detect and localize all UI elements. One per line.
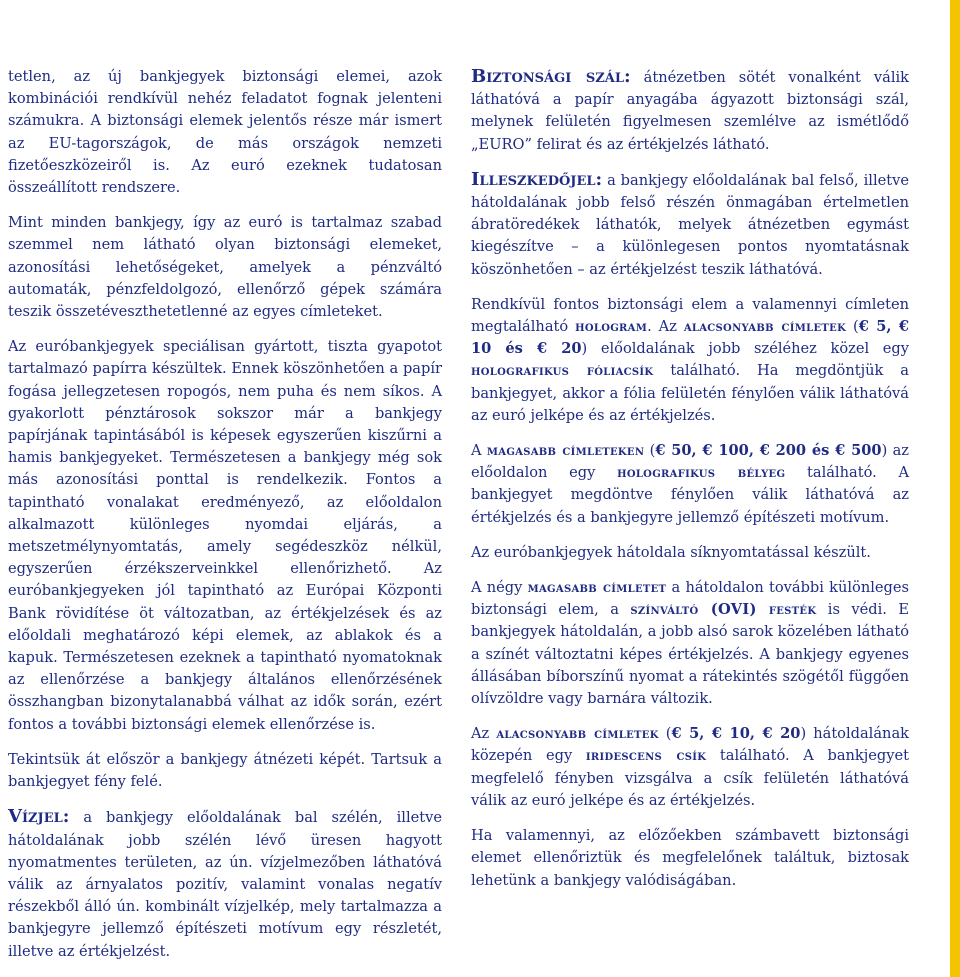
text-run: Rendkívül fontos biztonsági elem a valamennyi címleten megtalálható	[471, 295, 909, 336]
paragraph-look-through: Tekintsük át először a bankjegy átnézeti képét. Tartsuk a bankjegyet fény felé.	[8, 750, 442, 791]
text-run: . Az	[647, 318, 677, 336]
security-thread-text: átnézetben sötét vonalként válik láthatóvá a papír anyagába ágyazott biztonsági szál, melynek felületén figyelmesen szemlélve az ismétlődő „EURO” felirat és az értékjelzés látható.	[471, 69, 909, 153]
text-run: (	[665, 725, 672, 743]
heading-see-through-register: Illeszkedőjel:	[471, 168, 603, 190]
paragraph-hologram	[471, 294, 909, 427]
term-higher-denominations: magasabb címleteken	[486, 442, 645, 460]
text-run: Az	[471, 725, 490, 743]
paragraph-paper-and-tactile: Az euróbankjegyek speciálisan gyártott, tiszta gyapotot tartalmazó papírra készültek. Ennek köszönhetően a papír fogása jellegzetesen ropogós, nem puha és nem síkos. A gyakorlott pénztárosok sokszor már a bankjegy papírjának tapintásából is képesek egyszerűen kiszűrni a hamis bankjegyeket. Természetesen a bankjegy még sok más azonosítási ponttal is rendelkezik. Fontos a tapintható vonalakat eredményező, az előoldalon alkalmazott különleges nyomdai eljárás, a metszetmélynyomtatás, amely segédeszköz nélkül, egyszerűen érzékszerveinkkel ellenőrizhető. Az euróbankjegyeken jól tapintható az Európai Központi Bank rövidítése öt változatban, az értékjelzések és az előoldali meghatározó képi elemek, az ablakok és a kapuk. Természetesen ezeknek a tapintható nyomatoknak az ellenőrzése a bankjegy általános ellenőrzésének összhangban bizonytalanabbá válhat az idők során, ezért fontos a további biztonsági elemek ellenőrzése is.	[8, 338, 442, 733]
term-higher-denominations: magasabb címletet	[527, 579, 667, 597]
text-run: a hátoldalon további különleges biztonsági elem, a	[471, 579, 910, 619]
heading-security-thread: Biztonsági szál:	[471, 66, 631, 87]
paragraph-flat-printing: Az euróbankjegyek hátoldala síknyomtatással készült.	[471, 543, 871, 561]
paragraph-iridescent-stripe	[471, 723, 909, 812]
text-run: ) az előoldalon egy	[471, 442, 909, 482]
left-column	[8, 66, 442, 976]
paragraph-watermark	[8, 806, 442, 962]
text-run: található. Ha megdöntjük a bankjegyet, akkor a fólia felületén fénylően válik láthatóvá az euró jelképe és az értékjelzés.	[471, 362, 910, 424]
denominations-low: € 5, € 10, € 20	[671, 725, 801, 743]
paragraph-ovi-ink	[471, 577, 909, 710]
paragraph-intro-continuation: tetlen, az új bankjegyek biztonsági elemei, azok kombinációi rendkívül nehéz feladatot fognak jelenteni számukra. A biztonsági elemek jelentős része már ismert az EU-tagországok, de más országok nemzeti fizetőeszközeiről is. Az euró ezeknek tudatosan összeállított rendszere.	[8, 68, 442, 197]
text-run: A	[471, 442, 482, 460]
right-column	[471, 66, 909, 905]
paragraph-security-thread	[471, 66, 909, 156]
paragraph-holographic-patch	[471, 440, 909, 529]
text-run: található. A bankjegyet megdöntve fénylően válik láthatóvá az értékjelzés és a bankjegyre jellemző építészeti motívum.	[471, 464, 909, 526]
watermark-text: a bankjegy előoldalának bal szélén, illetve hátoldalának jobb szélén lévő üresen hagyott nyomatmentes területen, az ún. vízjelmezőben láthatóvá válik az árnyalatos pozitív, valamint vonalas negatív részekből álló ún. kombinált vízjelkép, mely tartalmazza a bankjegyre jellemző építészeti motívum egy részletét, illetve az értékjelzést.	[8, 809, 443, 960]
text-run: (	[649, 442, 656, 460]
text-run: (	[853, 318, 859, 336]
paragraph-conclusion: Ha valamennyi, az előzőekben számbavett biztonsági elemet ellenőriztük és megfelelőnek találtuk, biztosak lehetünk a bankjegy valódiságában.	[471, 827, 909, 889]
paragraph-see-through-register	[471, 169, 909, 281]
text-run: ) előoldalának jobb széléhez közel egy	[581, 340, 909, 358]
text-run: is védi. E bankjegyek hátoldalán, a jobb alsó sarok közelében látható a színét változtatni képes értékjelzés. A bankjegy egyenes állásában bíborszínű nyomat a rátekintés szögétől függően olívzöldre vagy barnára változik.	[471, 601, 910, 708]
text-run: található. A bankjegyet megfelelő fényben vizsgálva a csík felületén láthatóvá válik az euró jelképe és az értékjelzés.	[471, 747, 910, 809]
denominations-low: € 5, € 10 és € 20	[471, 318, 909, 358]
term-lower-denominations: alacsonyabb címletek	[496, 725, 659, 743]
text-run: ) hátoldalának közepén egy	[471, 725, 909, 765]
term-ovi-ink: színváltó (OVI) festék	[630, 601, 817, 619]
heading-watermark: Vízjel:	[8, 806, 70, 828]
text-run: A négy	[471, 579, 523, 597]
term-hologram: hologram	[575, 318, 648, 336]
term-iridescent-stripe: iridescens csík	[585, 747, 707, 765]
term-lower-denominations: alacsonyabb címletek	[683, 318, 847, 336]
term-holographic-stripe: holografikus fóliacsík	[471, 362, 654, 380]
denominations-high: € 50, € 100, € 200 és € 500	[655, 442, 882, 460]
paragraph-machine-readable: Mint minden bankjegy, így az euró is tartalmaz szabad szemmel nem látható olyan biztonsági elemeket, azonosítási lehetőségeket, amelyek a pénzváltó automaták, pénzfeldolgozó, ellenőrző gépek számára teszik összetéveszthetetlenné az egyes címleteket.	[8, 214, 442, 321]
see-through-register-text: a bankjegy előoldalának bal felső, illetve hátoldalának jobb felső részén önmagában értelmetlen ábratöredékek láthatók, melyek átnézetben egymást kiegészítve – a különlegesen pontos nyomtatásnak köszönhetően – az értékjelzést teszik láthatóvá.	[471, 171, 909, 278]
term-holographic-patch: holografikus bélyeg	[617, 464, 786, 482]
yellow-edge-bar	[950, 0, 960, 977]
